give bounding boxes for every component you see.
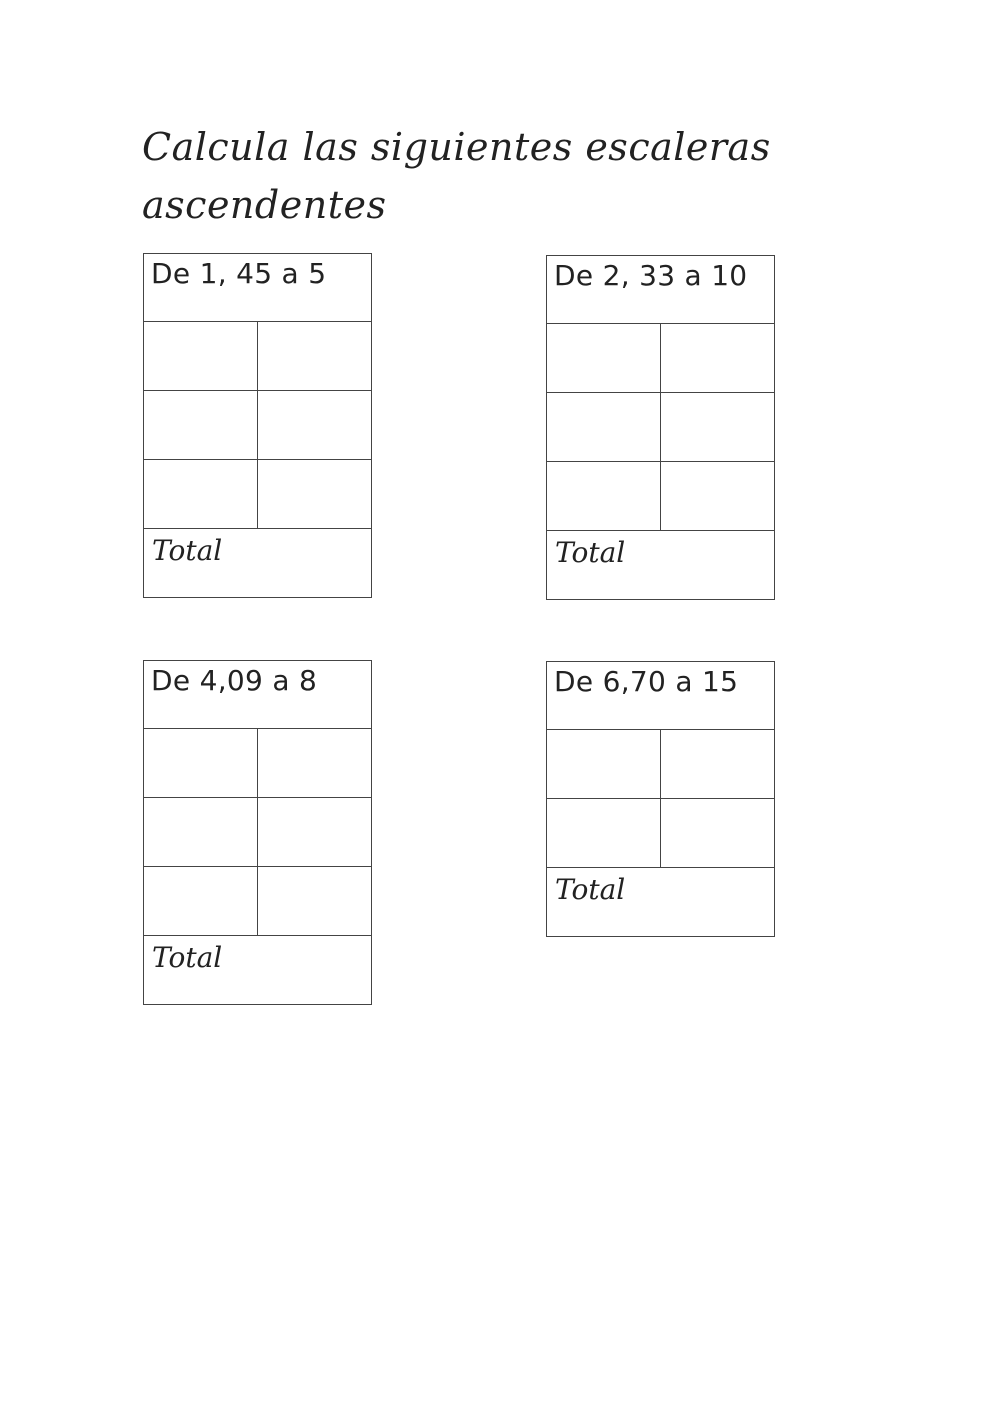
- answer-cell-left[interactable]: [547, 324, 661, 392]
- answer-cell-right[interactable]: [661, 393, 774, 461]
- ladder-range-label: De 6,70 a 15: [547, 662, 774, 730]
- answer-cell-right[interactable]: [258, 322, 371, 390]
- ladder-table-1: [143, 253, 372, 598]
- ladder-row: [144, 798, 371, 867]
- ladder-row: [144, 460, 371, 529]
- ladder-row: [144, 391, 371, 460]
- ladder-table-3: [143, 660, 372, 1005]
- ladder-row: [547, 799, 774, 868]
- title-line-2: ascendentes: [142, 183, 387, 227]
- answer-cell-right[interactable]: [661, 462, 774, 530]
- answer-cell-left[interactable]: [547, 730, 661, 798]
- answer-cell-left[interactable]: [144, 867, 258, 935]
- ladder-range-label: De 2, 33 a 10: [547, 256, 774, 324]
- answer-cell-left[interactable]: [144, 729, 258, 797]
- answer-cell-left[interactable]: [547, 799, 661, 867]
- answer-cell-right[interactable]: [661, 730, 774, 798]
- total-cell[interactable]: Total: [152, 534, 223, 567]
- answer-cell-right[interactable]: [258, 729, 371, 797]
- answer-cell-left[interactable]: [144, 322, 258, 390]
- answer-cell-left[interactable]: [144, 391, 258, 459]
- ladder-row: [547, 393, 774, 462]
- answer-cell-left[interactable]: [144, 460, 258, 528]
- answer-cell-left[interactable]: [547, 462, 661, 530]
- ladder-row: [547, 730, 774, 799]
- answer-cell-right[interactable]: [258, 867, 371, 935]
- ladder-row: [144, 729, 371, 798]
- answer-cell-left[interactable]: [144, 798, 258, 866]
- answer-cell-right[interactable]: [661, 799, 774, 867]
- ladder-range-label: De 4,09 a 8: [144, 661, 371, 729]
- title-line-1: Calcula las siguientes escaleras: [142, 125, 771, 169]
- ladder-row: [144, 322, 371, 391]
- answer-cell-left[interactable]: [547, 393, 661, 461]
- answer-cell-right[interactable]: [258, 460, 371, 528]
- answer-cell-right[interactable]: [661, 324, 774, 392]
- ladder-row: [144, 867, 371, 936]
- worksheet-title: [142, 118, 782, 234]
- ladder-row: [547, 462, 774, 531]
- answer-cell-right[interactable]: [258, 391, 371, 459]
- total-cell[interactable]: Total: [555, 536, 626, 569]
- total-cell[interactable]: Total: [555, 873, 626, 906]
- ladder-row: [547, 324, 774, 393]
- total-cell[interactable]: Total: [152, 941, 223, 974]
- ladder-table-2: [546, 255, 775, 600]
- answer-cell-right[interactable]: [258, 798, 371, 866]
- ladder-table-4: [546, 661, 775, 937]
- ladder-range-label: De 1, 45 a 5: [144, 254, 371, 322]
